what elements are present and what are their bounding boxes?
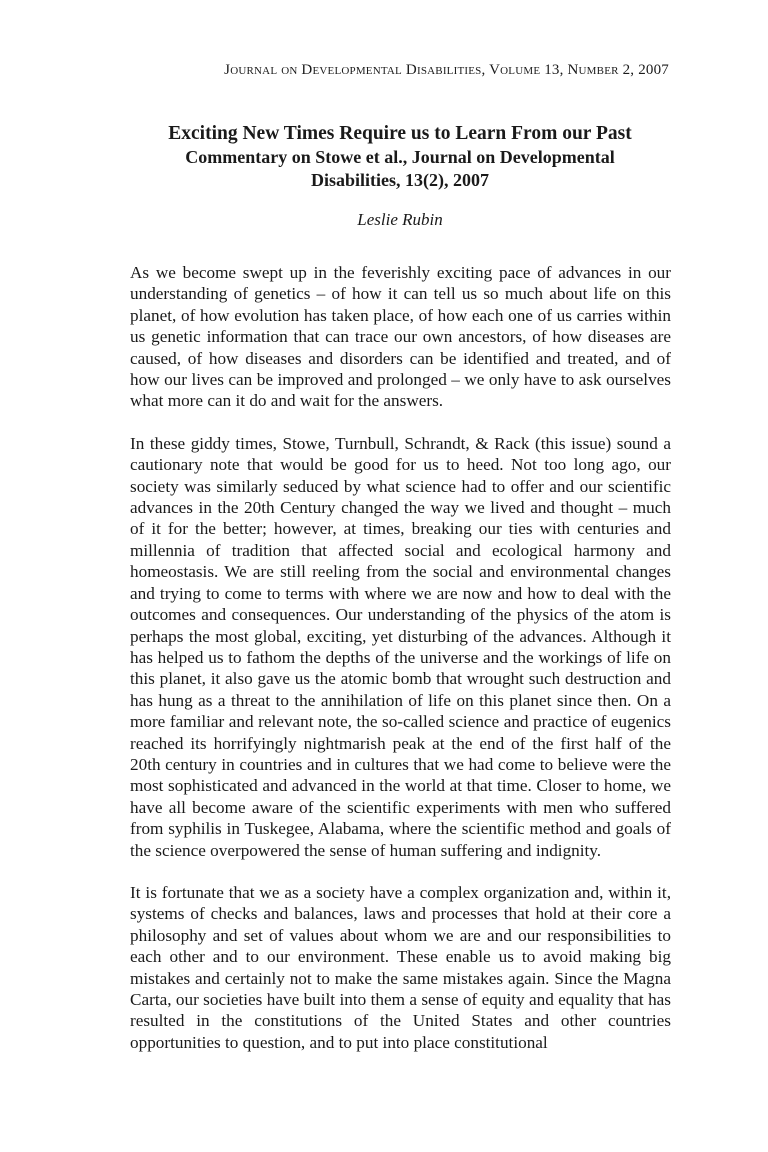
paragraph-3: It is fortunate that we as a society have a complex organization and, within it, systems of checks and balances, laws and processes that hold at their core a philosophy and set of values about whom we are and our responsibilities to each other and to our environment. These enable us to avoid making big mistakes and certainly not to make the same mistakes again. Since the Magna Carta, our societies have built into them a sense of equity and equality that has resulted in the constitutions of the United States and other countries opportunities to question, and to put into place constitutional bbox=[130, 882, 671, 1052]
article-subtitle: Commentary on Stowe et al., Journal on Developmental Disabilities, 13(2), 2007 bbox=[185, 147, 615, 190]
running-head: Journal on Developmental Disabilities, Volume 13, Number 2, 2007 bbox=[224, 62, 669, 78]
article-title: Exciting New Times Require us to Learn From our Past bbox=[168, 123, 632, 144]
author-name: Leslie Rubin bbox=[357, 210, 443, 229]
article-body bbox=[130, 262, 671, 1074]
title-block bbox=[130, 122, 670, 192]
paragraph-2: In these giddy times, Stowe, Turnbull, Schrandt, & Rack (this issue) sound a cautionary note that would be good for us to heed. Not too long ago, our society was similarly seduced by what science had to offer and our scientific advances in the 20th Century changed the way we lived and thought – much of it for the better; however, at times, breaking our ties with centuries and millennia of tradition that affected social and ecological harmony and homeostasis. We are still reeling from the social and environmental changes and trying to come to terms with where we are now and how to deal with the outcomes and consequences. Our understanding of the physics of the atom is perhaps the most global, exciting, yet disturbing of the advances. Although it has helped us to fathom the depths of the universe and the workings of life on this planet, it also gave us the atomic bomb that wrought such destruction and has hung as a threat to the annihilation of life on this planet since then. On a more familiar and relevant note, the so-called science and practice of eugenics reached its horrifyingly nightmarish peak at the end of the first half of the 20th century in countries and in cultures that we had come to believe were the most sophisticated and advanced in the world at that time. Closer to home, we have all become aware of the scientific experiments with men who suffered from syphilis in Tuskegee, Alabama, where the scientific method and goals of the science overpowered the sense of human suffering and indignity. bbox=[130, 433, 671, 860]
paragraph-1: As we become swept up in the feverishly exciting pace of advances in our understanding of genetics – of how it can tell us so much about life on this planet, of how evolution has taken place, of how each one of us carries within us genetic information that can trace our own ancestors, of how diseases are caused, of how diseases and disorders can be identified and treated, and of how our lives can be improved and prolonged – we only have to ask ourselves what more can it do and wait for the answers. bbox=[130, 263, 671, 411]
